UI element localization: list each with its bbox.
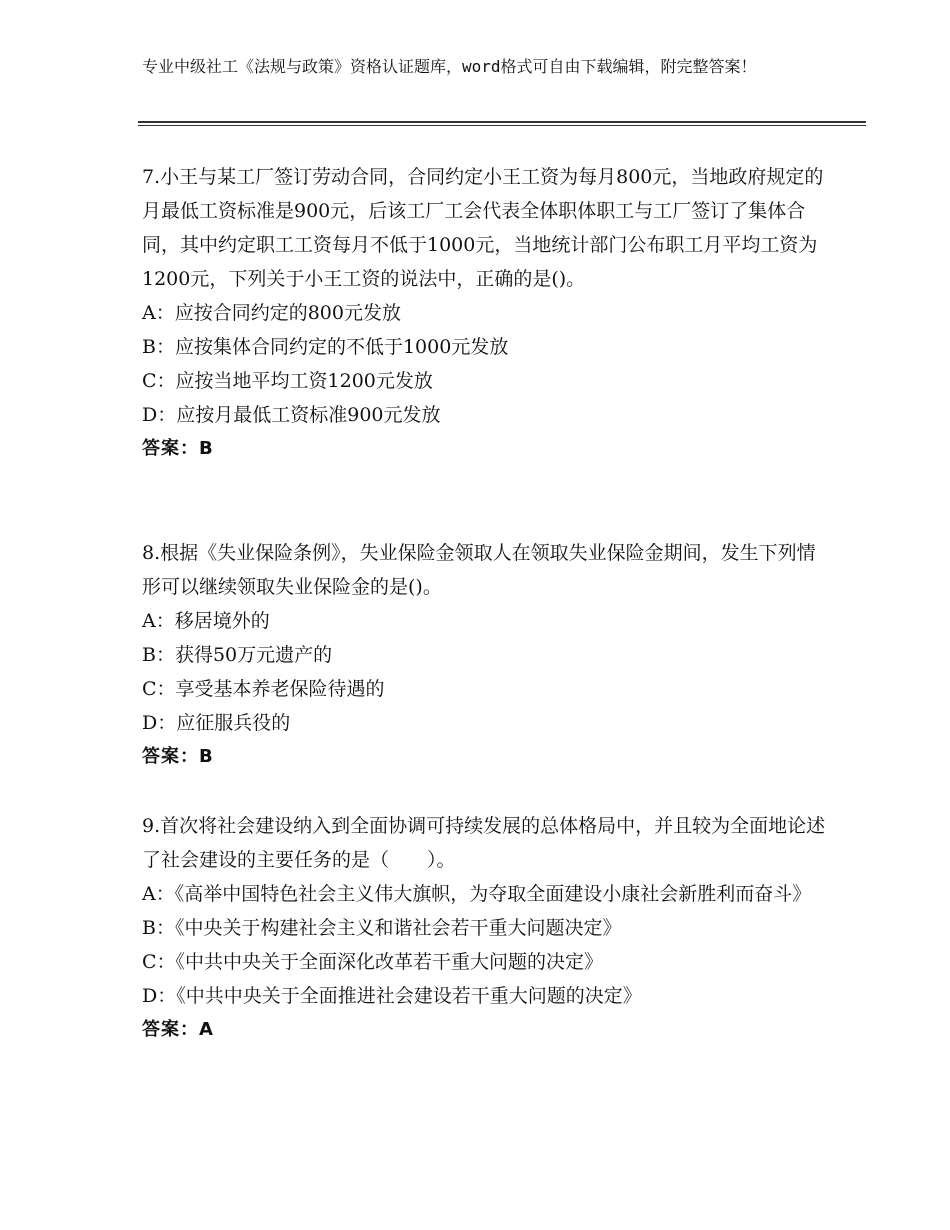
option-d: D：应按月最低工资标准900元发放 [142,404,441,426]
option-b: B：应按集体合同约定的不低于1000元发放 [142,336,509,358]
question-stem: 8.根据《失业保险条例》，失业保险金领取人在领取失业保险金期间，发生下列情形可以继续领取失业保险金的是()。 [142,542,816,598]
option-b: B：获得50万元遗产的 [142,644,333,666]
header-divider [138,121,866,123]
option-d: D：《中共中央关于全面推进社会建设若干重大问题的决定》 [142,985,642,1007]
option-a: A：应按合同约定的800元发放 [142,302,401,324]
question-9 [142,809,832,1047]
option-c: C：应按当地平均工资1200元发放 [142,370,433,392]
question-7 [142,160,832,466]
option-a: A：移居境外的 [142,610,270,632]
option-b: B：《中央关于构建社会主义和谐社会若干重大问题决定》 [142,917,622,939]
answer-label: 答案：A [142,1019,214,1040]
question-stem: 7.小王与某工厂签订劳动合同，合同约定小王工资为每月800元，当地政府规定的月最低工资标准是900元，后该工厂工会代表全体职体职工与工厂签订了集体合同，其中约定职工工资每月不低于1000元，当地统计部门公布职工月平均工资为1200元，下列关于小王工资的说法中，正确的是()。 [142,166,824,290]
question-stem: 9.首次将社会建设纳入到全面协调可持续发展的总体格局中，并且较为全面地论述了社会建设的主要任务的是（ ）。 [142,815,826,871]
question-8 [142,536,832,774]
answer-label: 答案：B [142,438,214,459]
header-divider-secondary [138,125,866,126]
option-c: C：享受基本养老保险待遇的 [142,678,385,700]
option-d: D：应征服兵役的 [142,712,291,734]
option-a: A：《高举中国特色社会主义伟大旗帜，为夺取全面建设小康社会新胜利而奋斗》 [142,883,812,905]
option-c: C：《中共中央关于全面深化改革若干重大问题的决定》 [142,951,604,973]
document-header: 专业中级社工《法规与政策》资格认证题库，word格式可自由下载编辑，附完整答案！ [142,57,757,76]
answer-label: 答案：B [142,746,214,767]
